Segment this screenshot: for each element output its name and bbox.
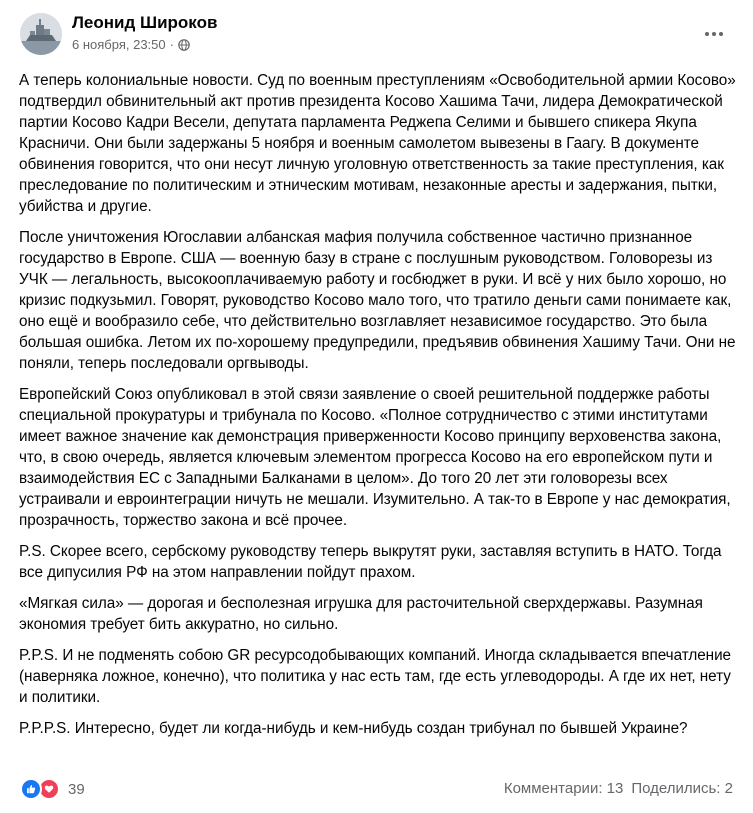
post-paragraph: P.P.S. И не подменять собою GR ресурсодобывающих компаний. Иногда складывается впечатление (наверняка ложное, конечно), что политика у нас есть там, где есть углеводороды. А где их нет, нету и политики. [19, 647, 732, 706]
more-dot-icon [705, 32, 709, 36]
post-meta [72, 37, 190, 52]
comments-count[interactable]: Комментарии: 13 [503, 780, 624, 797]
post-header [0, 0, 753, 68]
post-timestamp[interactable]: 6 ноября, 23:50 [72, 37, 166, 52]
like-icon [20, 778, 42, 800]
post-footer [0, 776, 753, 802]
more-options-button[interactable] [696, 20, 732, 48]
author-name[interactable]: Леонид Широков [72, 13, 218, 32]
shares-count[interactable]: Поделились: 2 [631, 780, 733, 797]
reactions-summary[interactable] [20, 778, 85, 800]
meta-separator: · [169, 37, 174, 52]
reaction-count[interactable]: 39 [68, 780, 85, 798]
post-paragraph: После уничтожения Югославии албанская мафия получила собственное частично признанное государство в Европе. США — военную базу в стране с послушным руководством. Головорезы из УЧК — легальность, высокооплачиваемую работу и госбюджет в руки. И всё у них было хорошо, но кризис подкузьмил. Говорят, руководство Косово мало того, что тратило деньги сами понимаете как, оно ещё и вообразило себе, что действительно возглавляет независимое государство. Это была большая ошибка. Летом их по-хорошему предупредили, предъявив обвинения Хашиму Тачи. Они не поняли, теперь последовали оргвыводы. [19, 229, 736, 372]
more-dot-icon [712, 32, 716, 36]
more-dot-icon [719, 32, 723, 36]
avatar-image [20, 13, 62, 55]
post-paragraph: P.S. Скорее всего, сербскому руководству теперь выкрутят руки, заставляя вступить в НАТО. Тогда все дипусилия РФ на этом направлении пойдут прахом. [19, 543, 722, 581]
post-paragraph: «Мягкая сила» — дорогая и бесполезная игрушка для расточительной сверхдержавы. Разумная экономия требует бить аккуратно, но сильно. [19, 595, 703, 633]
post-paragraph: А теперь колониальные новости. Суд по военным преступлениям «Освободительной армии Косово» подтвердил обвинительный акт против президента Косово Хашима Тачи, лидера Демократической партии Косово Кадри Весели, депутата парламента Реджепа Селими и бывшего спикера Якупа Красничи. Они были задержаны 5 ноября и военным самолетом вывезены в Гаагу. В документе обвинения говорится, что они несут личную уголовную ответственность за такие преступления, как преследование по политическим и этническим мотивам, незаконные аресты и задержания, пытки, убийства и другие. [19, 72, 736, 215]
avatar[interactable] [20, 13, 62, 55]
post-paragraph: P.P.P.S. Интересно, будет ли когда-нибудь и кем-нибудь создан трибунал по бывшей Украине? [19, 720, 688, 737]
post-content [19, 70, 739, 749]
post-paragraph: Европейский Союз опубликовал в этой связи заявление о своей решительной поддержке работы специальной прокуратуры и трибунала по Косово. «Полное сотрудничество с этими институтами имеет важное значение как демонстрация приверженности Косово принципу верховенства закона, что, в свою очередь, является ключевым элементом прогресса Косово на его европейском пути и взаимодействия ЕС с Западными Балканами в целом». До того 20 лет эти головорезы всех устраивали и евроинтеграции ничуть не мешали. Изумительно. А так-то в Европе у нас демократия, прозрачность, торжество закона и всё прочее. [19, 386, 731, 529]
globe-icon[interactable] [178, 39, 190, 51]
engagement-counts [504, 780, 733, 797]
